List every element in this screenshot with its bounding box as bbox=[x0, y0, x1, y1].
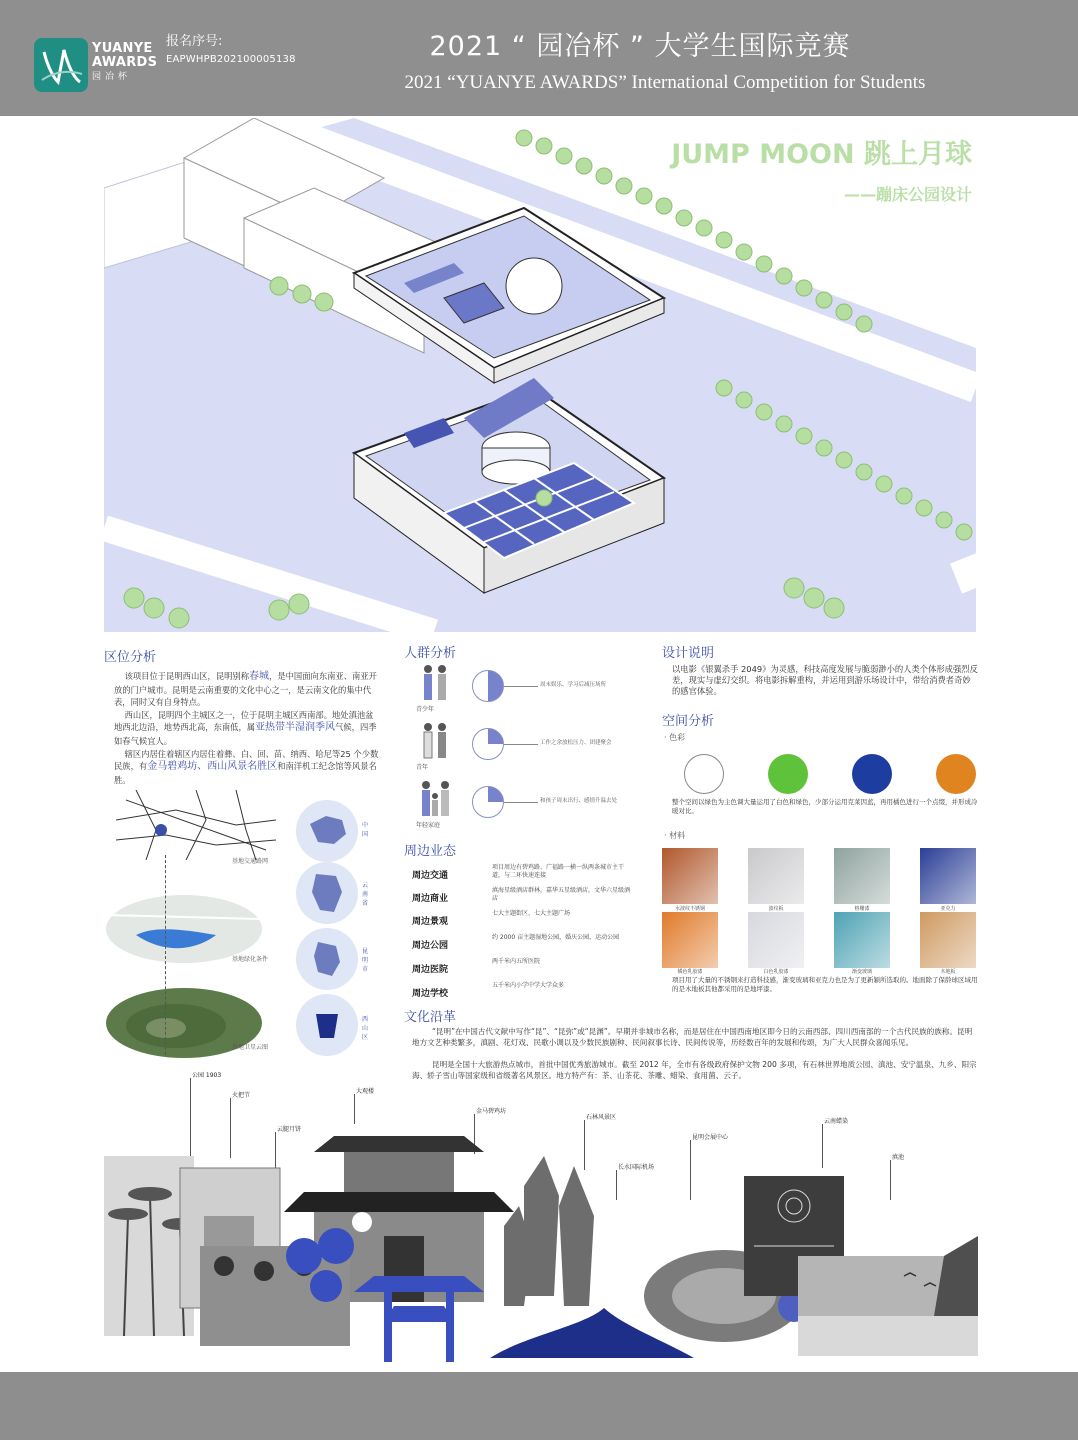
crowd-row-youth bbox=[410, 722, 640, 772]
circle-label-china: 中国 bbox=[362, 822, 369, 838]
color-note: 整个空间以绿色为主色调大量运用了白色和绿色，少部分运用克莱因蓝，再用橘色进行一个点缀，并形成冷暖对比。 bbox=[672, 798, 978, 815]
surrounding-value: 七大主题街区、七大主题广场 bbox=[492, 910, 571, 917]
culture-paragraph-1: “昆明”在中国古代文献中写作“昆”、“昆弥”或“昆渊”。早期并非城市名称，而是居住在中国西南地区即今日的云南西部、四川西南部的一个古代民族的族称。昆明地方文艺种类繁多，滇剧、花灯戏、民歌小调以及少数民族剧种、民间叙事长诗、民间传说等，历经数百年的发展和传颂，为广大人民群众喜闻乐见。 bbox=[412, 1027, 973, 1047]
material-name: 水波纹不锈钢 bbox=[674, 906, 705, 912]
timeline-label: 昆明会展中心 bbox=[692, 1134, 729, 1141]
crowd-note-teen: 周末娱乐、学习后减压场所 bbox=[540, 682, 607, 688]
location-p3-a: 辖区内居住着辖区内居住着彝、白、回、苗、纳西、哈尼等25 个少数民族，有 bbox=[114, 748, 379, 772]
timeline-label: 金马碧鸡坊 bbox=[476, 1108, 507, 1115]
crowd-leader-line bbox=[504, 744, 538, 745]
location-p2-highlight: 亚热带半湿润季风 bbox=[255, 722, 336, 734]
crowd-leader-line bbox=[504, 686, 538, 687]
surrounding-key: 周边交通 bbox=[412, 871, 449, 881]
surrounding-row-commerce bbox=[412, 887, 636, 909]
crowd-label-teen: 青少年 bbox=[416, 706, 435, 713]
material-name: 亚克力 bbox=[940, 906, 956, 912]
surrounding-value: 约 2000 亩主题湿地公园，婚庆公园，运动公园 bbox=[492, 934, 620, 941]
space-heading: 空间分析 bbox=[662, 714, 715, 729]
youth-figure-icon bbox=[418, 722, 452, 760]
road-network-map bbox=[116, 790, 276, 860]
color-label: · 色彩 bbox=[664, 733, 686, 742]
timeline-label: 云南蜡染 bbox=[824, 1118, 849, 1125]
crowd-label-family: 年轻家庭 bbox=[416, 822, 441, 829]
material-swatch bbox=[834, 848, 890, 904]
surrounding-heading: 周边业态 bbox=[404, 844, 457, 859]
timeline-label: 公园 1903 bbox=[192, 1072, 222, 1079]
timeline-label: 火把节 bbox=[232, 1092, 251, 1099]
pie-family bbox=[472, 786, 504, 818]
material-swatch bbox=[748, 912, 804, 968]
project-subtitle: ——蹦床公园设计 bbox=[843, 185, 972, 204]
map-label-traffic: 基地交通路网 bbox=[232, 858, 269, 865]
circle-label-yunnan: 云南省 bbox=[362, 882, 369, 907]
map-label-greening: 基地绿化条件 bbox=[232, 956, 269, 963]
logo-line1: YUANYE bbox=[92, 41, 153, 56]
location-p1-a: 该项目位于昆明西山区，昆明别称 bbox=[124, 671, 250, 681]
color-swatch-orange bbox=[936, 754, 976, 794]
surrounding-value: 滇海星级酒店群林，嘉华五星级酒店，文华六星级酒店 bbox=[492, 887, 631, 902]
location-text bbox=[114, 670, 380, 786]
registration-number: EAPWHPB202100005138 bbox=[166, 54, 296, 65]
timeline-label: 长水国际机场 bbox=[618, 1164, 655, 1171]
timeline-label: 石林风景区 bbox=[586, 1114, 617, 1121]
material-name: 白色乳胶漆 bbox=[763, 969, 789, 975]
surrounding-key: 周边景观 bbox=[412, 917, 449, 927]
material-note: 项目用了大量的不锈钢来打造科技感，渐变玻璃和亚克力也是为了更新颖所选取的。地面除了保龄球区域用的是木地板其他都采用的是地坪漆。 bbox=[672, 976, 978, 993]
material-swatch bbox=[920, 848, 976, 904]
culture-heading: 文化沿革 bbox=[404, 1010, 457, 1025]
surrounding-row-traffic bbox=[412, 864, 636, 886]
material-swatch bbox=[834, 912, 890, 968]
location-p3-highlight: 金马碧鸡坊、西山风景名胜区 bbox=[147, 761, 278, 773]
family-figure-icon bbox=[418, 780, 452, 818]
yunnan-circle-map bbox=[296, 862, 358, 924]
material-swatch bbox=[662, 848, 718, 904]
logo-cn: 园冶杯 bbox=[92, 72, 132, 82]
crowd-row-family bbox=[410, 780, 640, 830]
header-band bbox=[0, 0, 1078, 116]
location-p1-b: ，是中国面向东南亚、南亚开放的门户城市。昆明是云南重要的文化中心之一，是云南文化的集中代表，同时又有自身特点。 bbox=[114, 671, 377, 708]
material-swatch bbox=[662, 912, 718, 968]
location-heading: 区位分析 bbox=[104, 650, 157, 665]
location-p1-highlight: 春城 bbox=[249, 671, 270, 682]
kunming-circle-map bbox=[296, 928, 358, 990]
location-p3-b: 和南洋机工纪念馆等风景名胜。 bbox=[114, 761, 377, 785]
material-name: 渐变玻璃 bbox=[851, 969, 872, 975]
surrounding-key: 周边学校 bbox=[412, 989, 449, 999]
competition-title-cn: 2021 “ 园冶杯 ” 大学生国际竞赛 bbox=[429, 31, 851, 62]
surrounding-value: 两千米内五所医院 bbox=[492, 958, 541, 965]
material-name: 格栅漆 bbox=[854, 906, 870, 912]
surrounding-key: 周边医院 bbox=[412, 965, 449, 975]
surrounding-row-landscape bbox=[412, 910, 636, 932]
circle-label-kunming: 昆明市 bbox=[362, 948, 369, 973]
timeline-label: 滇池 bbox=[892, 1154, 905, 1161]
timeline-label: 云腿月饼 bbox=[277, 1126, 302, 1133]
color-swatch-white bbox=[684, 754, 724, 794]
logo-wordmark bbox=[92, 42, 157, 84]
logo-line2: AWARDS bbox=[92, 55, 158, 70]
competition-title-en: 2021 “YUANYE AWARDS” International Competition for Students bbox=[404, 72, 926, 93]
china-circle-map bbox=[296, 800, 358, 862]
culture-paragraph-2: 昆明是全国十大旅游热点城市，首批中国优秀旅游城市。截至 2012 年，全市有各级政府保护文物 200 多项，有石林世界地质公园、滇池、安宁温泉、九乡、阳宗海、轿子雪山等国家级和省级著名风景区。地方特产有：茶、山茶花、茶雕、蜡染、食用菌、云子。 bbox=[412, 1060, 977, 1080]
teen-figure-icon bbox=[418, 664, 452, 702]
timeline-label: 大观楼 bbox=[356, 1088, 375, 1095]
material-swatch bbox=[920, 912, 976, 968]
xishan-circle-map bbox=[296, 994, 358, 1056]
color-swatch-green bbox=[768, 754, 808, 794]
surrounding-value: 项目周边有碧鸡路、广福路一横一纵两条城市主干道，与二环快速连接 bbox=[492, 864, 625, 879]
greening-map bbox=[106, 895, 262, 963]
surrounding-value: 五千米内小学中学大学众多 bbox=[492, 982, 565, 989]
crowd-note-family: 和孩子周末出行、感情升温去处 bbox=[540, 798, 618, 804]
crowd-heading: 人群分析 bbox=[404, 646, 457, 661]
bottom-band bbox=[0, 1372, 1078, 1440]
crowd-leader-line bbox=[504, 802, 538, 803]
pie-teen bbox=[472, 670, 504, 702]
surrounding-row-school bbox=[412, 982, 636, 1004]
material-name: 波纹板 bbox=[768, 906, 784, 912]
design-heading: 设计说明 bbox=[662, 646, 715, 661]
registration-label: 报名序号: bbox=[166, 34, 223, 49]
location-p2-b: 气候，四季如春气候宜人。 bbox=[114, 722, 377, 746]
crowd-label-youth: 青年 bbox=[416, 764, 429, 771]
crowd-row-teen bbox=[410, 664, 640, 714]
design-text: 以电影《银翼杀手 2049》为灵感，科技高度发展与脆弱渺小的人类个体形成强烈反差，现实与虚幻交织。将电影拆解重构，并运用到游乐场设计中，带给消费者奇妙的感官体验。 bbox=[672, 664, 978, 696]
project-title: JUMP MOON 跳上月球 bbox=[671, 139, 972, 170]
yuanye-logo bbox=[34, 38, 88, 92]
axonometric-drawing bbox=[104, 118, 976, 632]
material-name: 木地板 bbox=[940, 969, 956, 975]
surrounding-row-park bbox=[412, 934, 636, 956]
map-connector-line bbox=[165, 855, 166, 1055]
culture-collage bbox=[104, 1096, 978, 1368]
circle-label-xishan: 西山区 bbox=[362, 1016, 369, 1041]
crowd-note-youth: 工作之余放松压力、团建聚会 bbox=[540, 740, 612, 746]
surrounding-key: 周边商业 bbox=[412, 894, 449, 904]
color-swatch-blue bbox=[852, 754, 892, 794]
material-label: · 材料 bbox=[664, 831, 686, 840]
map-label-satellite: 基地卫星云图 bbox=[232, 1044, 269, 1051]
surrounding-key: 周边公园 bbox=[412, 941, 449, 951]
surrounding-row-hospital bbox=[412, 958, 636, 980]
pie-youth bbox=[472, 728, 504, 760]
location-p2-a: 西山区，昆明四个主城区之一，位于昆明主城区西南部。地处滇池盆地西北边沿，地势西北高，东南低，属 bbox=[114, 709, 374, 733]
material-swatch bbox=[748, 848, 804, 904]
material-name: 橘色乳胶漆 bbox=[677, 969, 703, 975]
